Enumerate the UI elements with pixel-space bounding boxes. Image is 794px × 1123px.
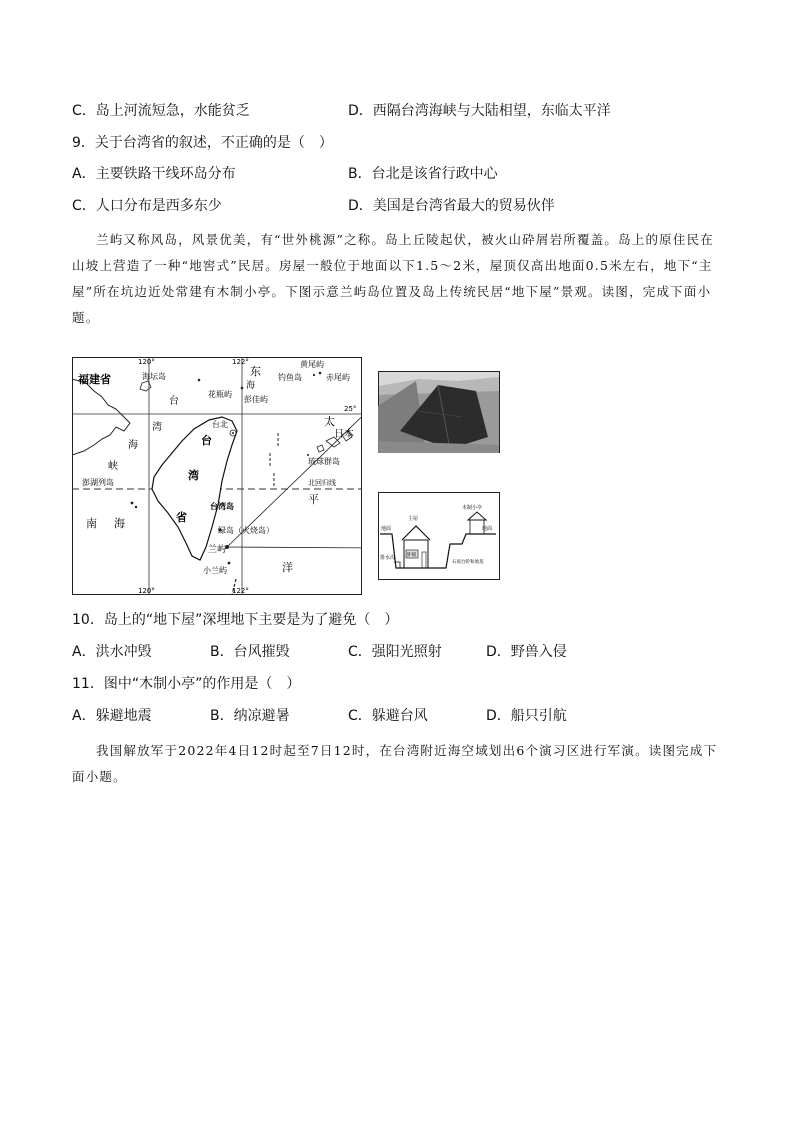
label-east-sea: 海 xyxy=(246,381,256,391)
label-strait-3: 海 xyxy=(128,440,138,451)
label-drain: 排水沟 xyxy=(380,555,396,561)
label-huangwei: 黄尾屿 xyxy=(300,360,324,369)
label-lon-120-bottom: 120° xyxy=(138,587,155,595)
q8-option-c: C．岛上河流短急，水能贫乏 xyxy=(72,103,250,119)
label-province-2: 湾 xyxy=(188,469,199,482)
label-taiwan-island: 台湾岛 xyxy=(210,502,234,511)
q11-option-c: C．躲避台风 xyxy=(348,708,428,724)
label-diaoyu: 钓鱼岛 xyxy=(278,373,302,382)
label-pengjia: 彭佳屿 xyxy=(244,395,268,404)
label-huaping: 花瓶屿 xyxy=(208,390,232,399)
q9-option-a: A．主要铁路干线环岛分布 xyxy=(72,166,236,182)
label-province-1: 台 xyxy=(201,434,212,447)
label-lanyu: 兰屿 xyxy=(208,545,227,555)
label-strait-2: 湾 xyxy=(152,422,162,433)
label-ryukyu: 琉球群岛 xyxy=(308,457,340,466)
label-pavilion: 木制小亭 xyxy=(462,505,483,511)
q10-option-a: A．洪水冲毁 xyxy=(72,644,152,660)
q10-option-c: C．强阳光照射 xyxy=(348,644,442,660)
label-lvdao: 绿岛（火烧岛） xyxy=(218,526,274,535)
house-cross-section-diagram xyxy=(378,492,500,580)
label-haitan: 海坛岛 xyxy=(142,372,166,381)
label-tropic: 北回归线 xyxy=(308,479,336,487)
label-south-sea: 海 xyxy=(114,517,125,530)
label-province-3: 省 xyxy=(176,511,187,524)
passage-lanyu: 兰屿又称风岛，风景优美，有“世外桃源”之称。岛上丘陵起伏，被火山砕屑岩所覆盖。岛上的原住民在山坡上营造了一种“地窖式”民居。房屋一般位于地面以下1.5～2米，屋顶仅高出地面0.5米左右，地下“主屋”所在坑边近处常建有木制小亭。下图示意兰屿岛位置及岛上传统民居“地下屋”景观。读图，完成下面小题。 xyxy=(72,232,714,325)
label-chiwei: 赤尾屿 xyxy=(326,373,350,382)
q9-option-d: D．美国是台湾省最大的贸易伙伴 xyxy=(348,198,555,214)
label-lon-120: 120° xyxy=(138,358,155,366)
label-wall: 石质台阶和地基 xyxy=(452,560,484,565)
q9-stem: 9．关于台湾省的叙述，不正确的是（ ） xyxy=(72,135,333,151)
label-pacific-3: 洋 xyxy=(282,561,293,574)
q11-option-a: A．躲避地震 xyxy=(72,708,152,724)
label-ground-left: 地面 xyxy=(381,526,392,532)
label-lat-25: 25° xyxy=(344,405,357,413)
label-pacific-2: 平 xyxy=(308,493,319,506)
label-main-house: 主屋 xyxy=(408,516,419,522)
q11-stem: 11．图中“木制小亭”的作用是（ ） xyxy=(72,676,301,692)
label-taibei: 台北 xyxy=(212,420,228,429)
label-south: 南 xyxy=(86,517,97,530)
label-fujian: 福建省 xyxy=(78,373,111,386)
label-xiaolanyu: 小兰屿 xyxy=(203,566,227,575)
q10-option-b: B．台风摧毁 xyxy=(210,644,290,660)
q8-option-d: D．西隔台湾海峡与大陆相望，东临太平洋 xyxy=(348,103,611,119)
q10-option-d: D．野兽入侵 xyxy=(486,644,567,660)
label-pacific-1: 太 xyxy=(324,415,335,428)
label-ground-right: 地面 xyxy=(482,526,493,532)
label-japan: 日本 xyxy=(334,429,354,440)
q9-option-c: C．人口分布是西多东少 xyxy=(72,198,222,214)
taiwan-map xyxy=(72,357,362,595)
label-lon-122: 122° xyxy=(232,358,249,366)
label-strait-4: 峡 xyxy=(108,461,118,472)
q11-option-b: B．纳凉避暑 xyxy=(210,708,290,724)
label-bed: 卧铺 xyxy=(407,553,416,558)
q11-option-d: D．船只引航 xyxy=(486,708,567,724)
label-penghu: 澎湖列岛 xyxy=(82,478,114,487)
q9-option-b: B．台北是该省行政中心 xyxy=(348,166,498,182)
passage-exercise: 我国解放军于2022年4日12时起至7日12时，在台湾附近海空域划出6个演习区进行军演。读图完成下面小题。 xyxy=(72,743,718,784)
label-lon-122-bottom: 122° xyxy=(232,587,249,595)
underground-house-photo xyxy=(378,371,500,453)
q10-stem: 10．岛上的“地下屋”深埋地下主要是为了避免（ ） xyxy=(72,612,399,628)
label-strait-1: 台 xyxy=(169,396,179,407)
label-dong: 东 xyxy=(250,365,261,378)
